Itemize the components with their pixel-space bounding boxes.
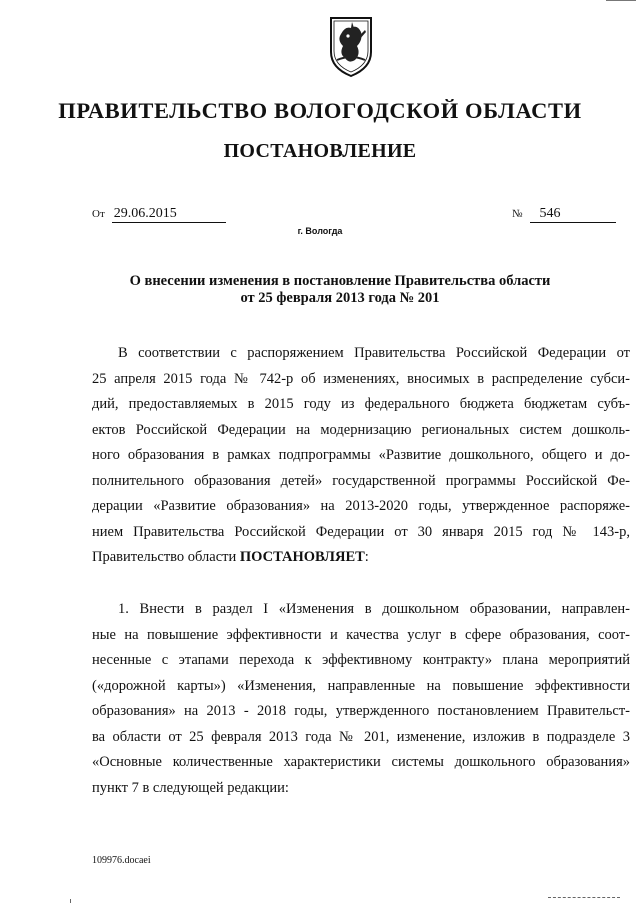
resolution-suffix: : [364, 549, 369, 565]
paragraph-line-resolution [92, 545, 630, 571]
paragraph-line: полнительного образования детей» государственной программы Российской Фе- [92, 472, 630, 489]
paragraph-line: дерации «Развитие образования» на 2013-2020 годы, утвержденное распоряже- [92, 498, 630, 514]
paragraph-line: В соответствии с распоряжением Правительства Российской Федерации от [118, 345, 630, 361]
paragraph-preamble [92, 341, 630, 571]
paragraph-line: ного образования в рамках подпрограммы «Развитие дошкольного, общего и до- [92, 447, 630, 463]
paragraph-line: дий, предоставляемых в 2015 году из федерального бюджета бюджетам субъ- [92, 396, 630, 412]
paragraph-item-1 [92, 597, 630, 801]
organization-title: ПРАВИТЕЛЬСТВО ВОЛОГОДСКОЙ ОБЛАСТИ [58, 98, 582, 123]
paragraph-line: ва области от 25 февраля 2013 года № 201, изменение, изложив в подразделе 3 [92, 728, 630, 745]
scan-corner-mark [606, 0, 636, 4]
document-date [92, 206, 226, 223]
date-prefix: От [92, 208, 105, 220]
document-number [512, 206, 616, 223]
paragraph-line: образования» на 2013 - 2018 годы, утвержденного постановлением Правительст- [92, 703, 630, 719]
paragraph-line: 1. Внести в раздел I «Изменения в дошкольном образовании, направлен- [118, 601, 630, 617]
paragraph-line: ектов Российской Федерации на модернизацию региональных систем дошколь- [92, 421, 630, 438]
paragraph-line: несенные с этапами перехода к эффективному контракту» плана мероприятий [92, 652, 630, 668]
document-type: ПОСТАНОВЛЕНИЕ [223, 140, 417, 162]
coat-of-arms-icon [327, 14, 375, 78]
paragraph-line: пункт 7 в следующей редакции: [92, 779, 289, 796]
resolution-prefix: Правительство области [92, 549, 240, 565]
resolution-keyword: ПОСТАНОВЛЯЕТ [239, 549, 365, 565]
number-prefix: № [512, 208, 523, 220]
paragraph-line: («дорожной карты») «Изменения, направленные на повышение эффективности [92, 677, 630, 694]
number-value: 546 [530, 207, 616, 223]
paragraph-line: ные на повышение эффективности и качества услуг в сфере образования, соот- [92, 626, 630, 643]
paragraph-line: 25 апреля 2015 года № 742-р об изменениях, вносимых в распределение субси- [92, 370, 630, 387]
scan-dot [70, 899, 71, 903]
date-value: 29.06.2015 [112, 207, 226, 223]
subject-line: О внесении изменения в постановление Правительства области [129, 273, 551, 289]
city-label: г. Вологда [297, 226, 343, 236]
paragraph-line: «Основные количественные характеристики системы дошкольного образования» [92, 754, 630, 770]
paragraph-line: нием Правительства Российской Федерации от 30 января 2015 год № 143-р, [92, 523, 630, 540]
subject-line: от 25 февраля 2013 года № 201 [240, 290, 440, 306]
scan-bottom-mark [548, 897, 620, 898]
file-code: 109976.docaei [92, 855, 151, 866]
document-subject [100, 273, 580, 307]
